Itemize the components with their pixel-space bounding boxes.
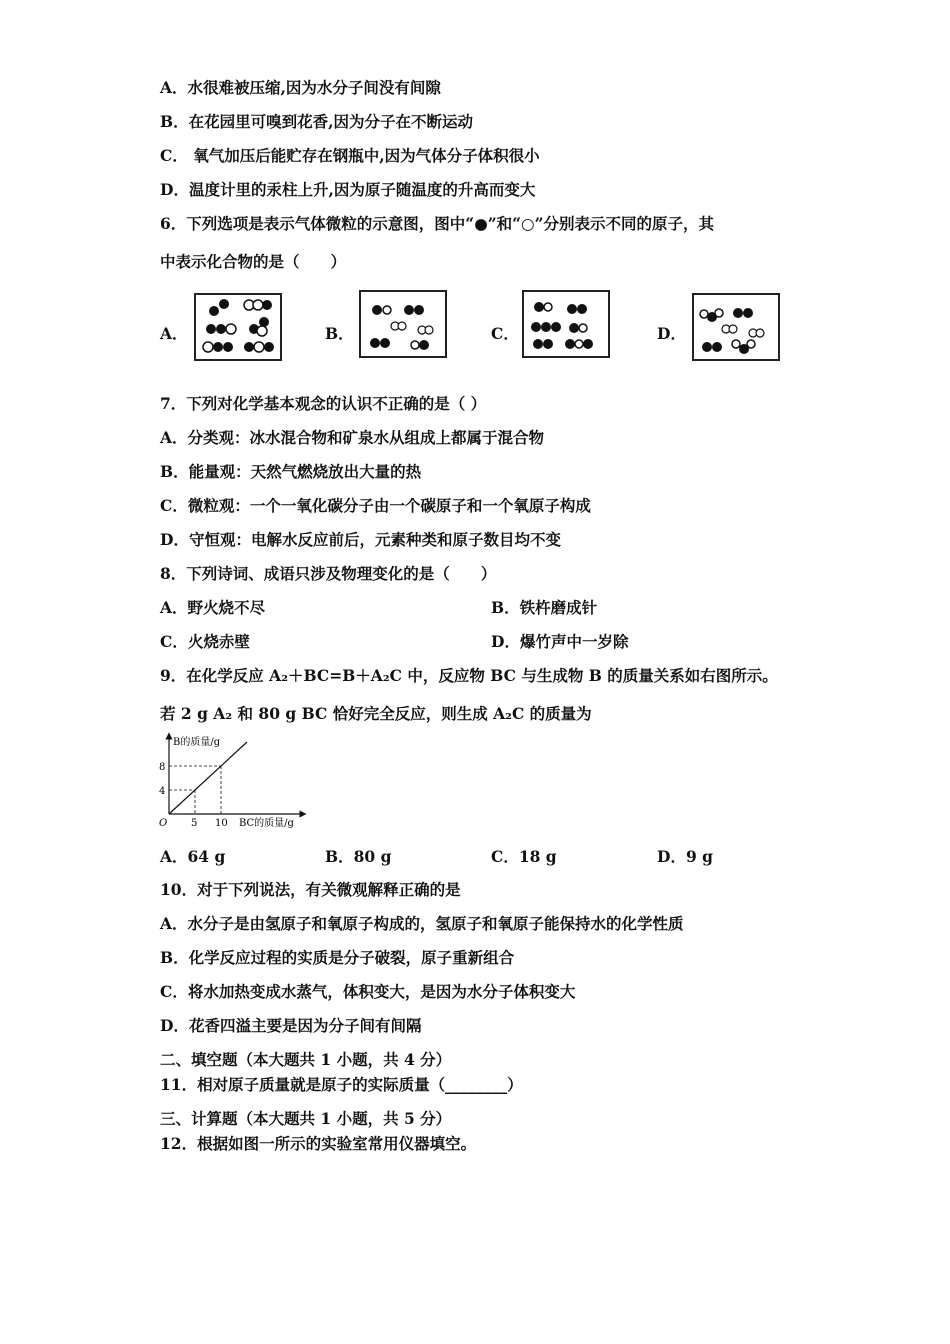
- section-calc-heading: 三、计算题（本大题共 1 小题，共 5 分）: [160, 1109, 452, 1128]
- q8-option-d: D．爆竹声中一岁除: [491, 632, 629, 651]
- q8-stem: 8．下列诗词、成语只涉及物理变化的是（ ）: [160, 564, 497, 583]
- q9-option-d: D．9 g: [657, 847, 713, 866]
- q10-option-d: D．花香四溢主要是因为分子间有间隔: [160, 1016, 422, 1035]
- q6-stem-line1: 6．下列选项是表示气体微粒的示意图，图中“●”和“○”分别表示不同的原子，其: [160, 214, 714, 233]
- x-tick-10: 10: [215, 818, 228, 829]
- origin-label: O: [159, 818, 168, 829]
- q12-text: 12．根据如图一所示的实验室常用仪器填空。: [160, 1134, 477, 1153]
- q6-label-b: B．: [325, 324, 354, 343]
- q8-option-b: B．铁杵磨成针: [491, 598, 598, 617]
- q9-stem-line1: 9．在化学反应 A₂＋BC=B＋A₂C 中，反应物 BC 与生成物 B 的质量关系如右图所示。: [160, 666, 778, 685]
- q7-option-d: D．守恒观：电解水反应前后，元素种类和原子数目均不变: [160, 530, 561, 549]
- q7-option-c: C．微粒观：一个一氧化碳分子由一个碳原子和一个氧原子构成: [160, 496, 591, 515]
- q6-label-a: A．: [160, 324, 188, 343]
- q8-option-a: A．野火烧不尽: [160, 598, 266, 617]
- q6-diagram-c: [522, 290, 610, 358]
- q10-option-b: B．化学反应过程的实质是分子破裂，原子重新组合: [160, 948, 515, 967]
- q6-stem-line2: 中表示化合物的是（ ）: [160, 252, 347, 271]
- q10-option-c: C．将水加热变成水蒸气，体积变大，是因为水分子体积变大: [160, 982, 576, 1001]
- q5-option-c: C． 氧气加压后能贮存在钢瓶中,因为气体分子体积很小: [160, 146, 540, 165]
- q6-diagram-b: [359, 290, 447, 358]
- x-tick-5: 5: [191, 818, 198, 829]
- q9-option-b: B．80 g: [325, 847, 392, 866]
- q10-option-a: A．水分子是由氢原子和氧原子构成的，氢原子和氧原子能保持水的化学性质: [160, 914, 684, 933]
- q6-diagram-d: [692, 293, 780, 361]
- q7-option-b: B．能量观：天然气燃烧放出大量的热: [160, 462, 422, 481]
- section-fill-in-heading: 二、填空题（本大题共 1 小题，共 4 分）: [160, 1050, 452, 1069]
- y-axis-label: B的质量/g: [173, 737, 221, 748]
- q10-stem: 10．对于下列说法，有关微观解释正确的是: [160, 880, 461, 899]
- x-axis-label: BC的质量/g: [239, 818, 294, 829]
- q9-mass-graph: [155, 732, 315, 832]
- q9-option-c: C．18 g: [491, 847, 557, 866]
- q5-option-a: A．水很难被压缩,因为水分子间没有间隙: [160, 78, 441, 97]
- q5-option-b: B．在花园里可嗅到花香,因为分子在不断运动: [160, 112, 473, 131]
- q6-label-c: C．: [491, 324, 519, 343]
- q6-label-d: D．: [657, 324, 686, 343]
- q9-option-a: A．64 g: [160, 847, 226, 866]
- y-tick-4: 4: [159, 786, 166, 797]
- q9-stem-line2: 若 2 g A₂ 和 80 g BC 恰好完全反应，则生成 A₂C 的质量为: [160, 704, 592, 723]
- data-series-line: [169, 742, 247, 814]
- q7-option-a: A．分类观：冰水混合物和矿泉水从组成上都属于混合物: [160, 428, 545, 447]
- q8-option-c: C．火烧赤壁: [160, 632, 250, 651]
- q7-stem: 7．下列对化学基本观念的认识不正确的是（ ）: [160, 394, 487, 413]
- q6-diagram-a: [194, 293, 282, 361]
- y-tick-8: 8: [159, 762, 166, 773]
- q11-text: 11．相对原子质量就是原子的实际质量（________）: [160, 1075, 523, 1094]
- q5-option-d: D．温度计里的汞柱上升,因为原子随温度的升高而变大: [160, 180, 536, 199]
